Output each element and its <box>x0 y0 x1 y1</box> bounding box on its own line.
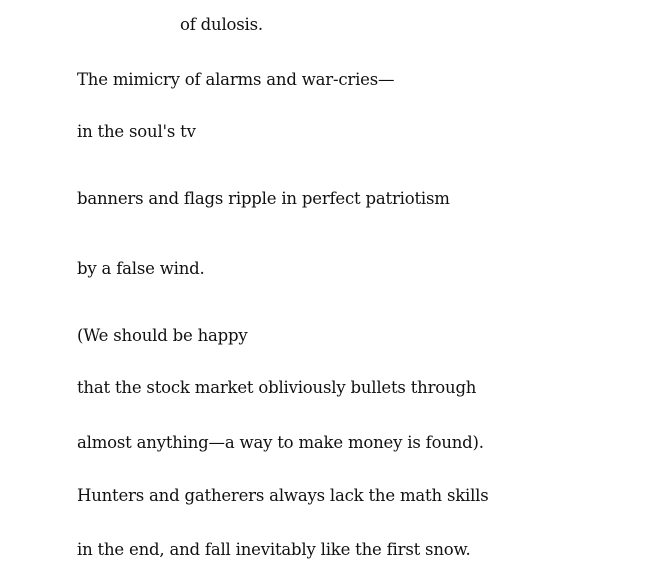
poem-line-7: that the stock market obliviously bullets through <box>77 378 477 397</box>
poem-line-9: Hunters and gatherers always lack the math skills <box>77 486 489 505</box>
poem-line-4: banners and flags ripple in perfect patriotism <box>77 189 450 208</box>
poem-line-5: by a false wind. <box>77 259 205 278</box>
poem-line-2: The mimicry of alarms and war-cries— <box>77 70 395 89</box>
poem-line-6: (We should be happy <box>77 326 248 345</box>
poem-line-10: in the end, and fall inevitably like the first snow. <box>77 540 471 559</box>
poem-line-3: in the soul's tv <box>77 122 196 141</box>
poem-line-1: of dulosis. <box>180 15 263 34</box>
poem-line-8: almost anything—a way to make money is found). <box>77 433 484 452</box>
